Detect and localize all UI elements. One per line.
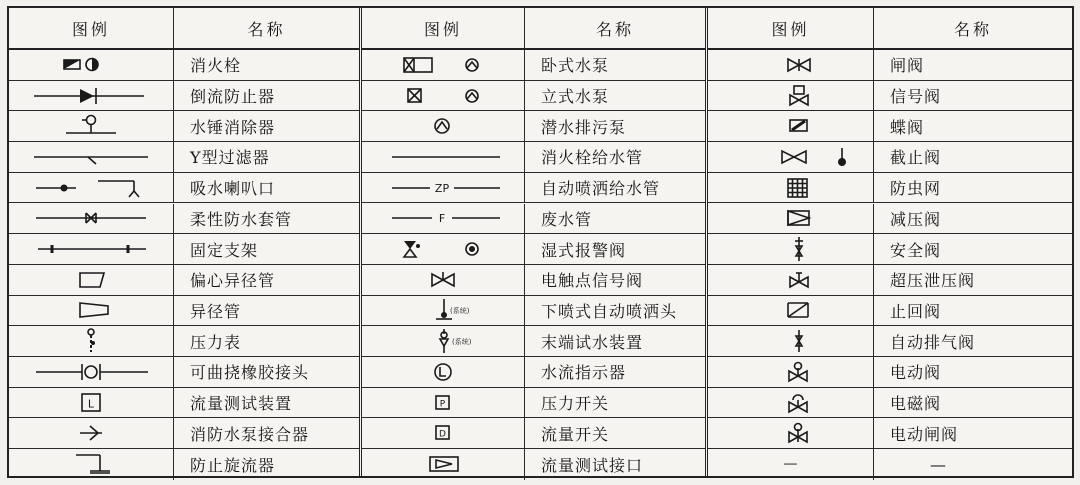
table-row [9,296,359,327]
table-row [362,234,705,265]
flow-test-device-icon [16,388,166,418]
svg-text:ZP: ZP [434,181,450,195]
item-name: 压力开关 [541,394,610,414]
reducer-icon [16,295,166,325]
symbol-cell [362,357,525,387]
item-name: 信号阀 [890,87,942,107]
item-name: 湿式报警阀 [541,240,627,260]
table-row [708,388,1072,419]
table-row [9,326,359,357]
item-name: Y型过滤器 [190,148,270,168]
item-name: 电触点信号阀 [541,271,644,291]
table-row [9,265,359,296]
header-row [9,8,359,50]
end-test-device-icon [368,326,518,356]
svg-text:(系统): (系统) [450,307,470,316]
item-name: 消防水泵接合器 [190,424,310,444]
table-row [9,111,359,142]
symbol-cell [9,449,174,480]
svg-text:(系统): (系统) [452,338,472,347]
symbol-cell [362,204,525,234]
symbol-cell [708,449,874,480]
item-name: 截止阀 [890,148,942,168]
item-name: 下喷式自动喷洒头 [541,301,678,321]
item-name: 安全阀 [890,240,942,260]
symbol-cell [9,142,174,172]
table-row [362,50,705,81]
table-row [362,449,705,480]
table-row [362,173,705,204]
symbol-cell [362,142,525,172]
table-row [362,296,705,327]
waste-water-pipe-icon [368,203,518,233]
vertical-pump-icon [368,81,518,111]
table-row [9,449,359,480]
fixed-support-icon [16,234,166,264]
table-row [708,81,1072,112]
item-name: 蝶阀 [890,117,925,137]
globe-valve-icon [716,142,866,172]
symbol-cell [708,111,874,141]
table-row [708,173,1072,204]
pendent-sprinkler-icon [368,295,518,325]
legend-panel-2 [359,8,705,476]
flexible-waterproof-sleeve-icon [16,203,166,233]
table-row [362,388,705,419]
symbol-cell [9,173,174,203]
item-name: 偏心异径管 [190,271,276,291]
symbol-cell [708,296,874,326]
symbol-cell [9,204,174,234]
symbol-cell [9,357,174,387]
table-row [362,265,705,296]
item-name: 自动喷洒给水管 [541,179,661,199]
item-name: 自动排气阀 [890,332,976,352]
item-name: 消火栓 [190,56,242,76]
item-name: 流量测试装置 [190,394,293,414]
symbol-cell [9,296,174,326]
item-name: 流量开关 [541,424,610,444]
symbol-cell [9,234,174,264]
butterfly-valve-icon [716,111,866,141]
symbol-cell [362,326,525,356]
y-strainer-icon [16,142,166,172]
svg-text:L: L [87,397,95,411]
flow-indicator-icon [368,357,518,387]
header-symbol: 图例 [9,8,174,48]
table-row [708,234,1072,265]
symbol-cell [708,81,874,111]
hydrant-supply-pipe-icon [368,142,518,172]
symbol-cell [708,388,874,418]
table-row [9,142,359,173]
item-name: — [930,454,947,474]
item-name: 固定支架 [190,240,259,260]
header-row [362,8,705,50]
item-name: 电磁阀 [890,394,942,414]
table-row [708,418,1072,449]
header-name: 名称 [247,19,286,39]
table-row [362,81,705,112]
motorized-gate-valve-icon [716,418,866,448]
item-name: 电动阀 [890,363,942,383]
table-row [362,418,705,449]
legend-panel-3 [705,8,1072,476]
pressure-gauge-icon [16,326,166,356]
table-row [9,234,359,265]
table-row [9,357,359,388]
table-row [9,418,359,449]
wet-alarm-valve-icon [368,234,518,264]
fire-hydrant-icon [16,50,166,80]
symbol-cell [708,142,874,172]
item-name: 止回阀 [890,301,942,321]
item-name: 废水管 [541,209,593,229]
table-row [9,173,359,204]
submersible-sewage-pump-icon [368,111,518,141]
table-row [708,142,1072,173]
header-name: 名称 [595,19,634,39]
table-row [362,142,705,173]
motorized-valve-icon [716,357,866,387]
table-row [9,50,359,81]
table-row [708,265,1072,296]
header-symbol: 图例 [362,8,525,48]
eccentric-reducer-icon [16,265,166,295]
table-row [708,50,1072,81]
item-name: 超压泄压阀 [890,271,976,291]
symbol-cell [708,173,874,203]
overpressure-relief-valve-icon [716,265,866,295]
water-hammer-arrester-icon [16,111,166,141]
table-row [362,204,705,235]
item-name: 立式水泵 [541,87,610,107]
symbol-cell [708,50,874,80]
table-row [708,204,1072,235]
flow-test-port-icon [368,449,518,479]
legend-table [7,6,1074,478]
svg-text:P: P [439,399,446,410]
item-name: 电动闸阀 [890,424,959,444]
symbol-cell [9,418,174,448]
symbol-cell [9,81,174,111]
symbol-cell [362,449,525,480]
header-row [708,8,1072,50]
table-row [362,111,705,142]
electric-contact-signal-valve-icon [368,265,518,295]
air-release-valve-icon [716,326,866,356]
item-name: 倒流防止器 [190,87,276,107]
item-name: 防虫网 [890,179,942,199]
table-row [708,449,1072,480]
table-row [9,204,359,235]
symbol-cell [362,173,525,203]
fire-pump-connector-icon [16,418,166,448]
table-row [362,357,705,388]
item-name: 异径管 [190,301,242,321]
flexible-rubber-joint-icon [16,357,166,387]
item-name: 减压阀 [890,209,942,229]
symbol-cell [362,388,525,418]
horizontal-pump-icon [368,50,518,80]
symbol-cell [362,50,525,80]
item-name: 闸阀 [890,56,925,76]
item-name: 潜水排污泵 [541,117,627,137]
symbol-cell [9,111,174,141]
symbol-cell [708,265,874,295]
table-row [708,326,1072,357]
table-row [362,326,705,357]
signal-valve-icon [716,81,866,111]
sprinkler-supply-pipe-icon [368,173,518,203]
item-name: 压力表 [190,332,242,352]
symbol-cell [362,111,525,141]
gate-valve-icon [716,50,866,80]
item-name: 水流指示器 [541,363,627,383]
table-row [9,81,359,112]
symbol-text: — [783,456,798,473]
symbol-cell [9,50,174,80]
header-symbol: 图例 [708,8,874,48]
header-name: 名称 [953,19,992,39]
symbol-cell [362,234,525,264]
item-name: 末端试水装置 [541,332,644,352]
svg-text:D: D [439,429,446,440]
legend-panel-1 [9,8,359,476]
symbol-cell [362,296,525,326]
item-name: 消火栓给水管 [541,148,644,168]
table-row [708,296,1072,327]
symbol-cell [362,265,525,295]
symbol-cell [9,326,174,356]
symbol-cell [362,418,525,448]
pressure-reducing-valve-icon [716,203,866,233]
flow-switch-icon [368,418,518,448]
table-row [708,111,1072,142]
svg-text:F: F [438,212,446,226]
item-name: 流量测试接口 [541,455,644,475]
symbol-cell [9,388,174,418]
table-row [708,357,1072,388]
item-name: 卧式水泵 [541,56,610,76]
table-row [9,388,359,419]
symbol-cell [362,81,525,111]
symbol-cell [708,357,874,387]
check-valve-icon [716,295,866,325]
safety-valve-icon [716,234,866,264]
item-name: 防止旋流器 [190,455,276,475]
insect-screen-icon [716,173,866,203]
symbol-cell [708,326,874,356]
symbol-cell [708,204,874,234]
pressure-switch-icon [368,388,518,418]
symbol-cell [708,418,874,448]
solenoid-valve-icon [716,388,866,418]
suction-bell-mouth-icon [16,173,166,203]
item-name: 柔性防水套管 [190,209,293,229]
item-name: 可曲挠橡胶接头 [190,363,310,383]
symbol-cell [9,265,174,295]
item-name: 水锤消除器 [190,117,276,137]
item-name: 吸水喇叭口 [190,179,276,199]
symbol-cell [708,234,874,264]
backflow-preventer-icon [16,81,166,111]
anti-vortex-device-icon [16,449,166,479]
